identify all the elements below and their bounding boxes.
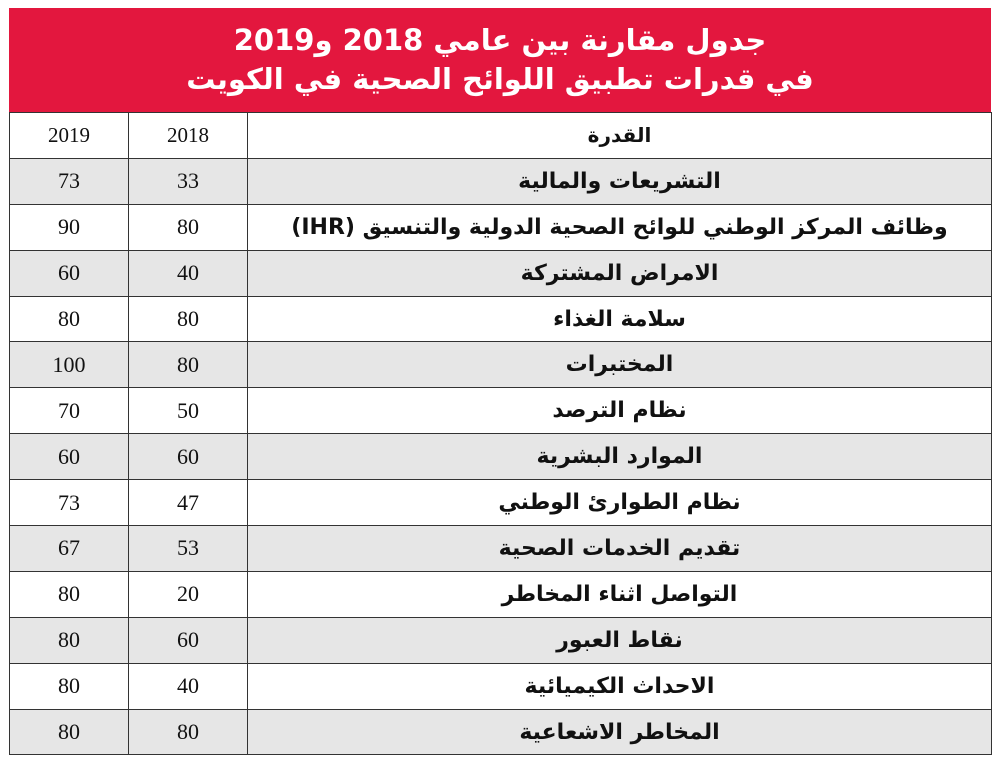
value-2018-cell: 60 bbox=[129, 434, 248, 480]
table-row bbox=[10, 250, 992, 296]
value-2019-cell: 80 bbox=[10, 617, 129, 663]
value-2019-cell: 73 bbox=[10, 480, 129, 526]
ability-cell: الموارد البشرية bbox=[248, 434, 992, 480]
ability-cell: نظام الطوارئ الوطني bbox=[248, 480, 992, 526]
ability-cell: وظائف المركز الوطني للوائح الصحية الدولية والتنسيق (IHR) bbox=[248, 204, 992, 250]
header-ability: القدرة bbox=[248, 113, 992, 159]
value-2018-cell: 80 bbox=[129, 709, 248, 755]
value-2019-cell: 80 bbox=[10, 663, 129, 709]
title-line-2: في قدرات تطبيق اللوائح الصحية في الكويت bbox=[186, 62, 814, 96]
value-2018-cell: 40 bbox=[129, 250, 248, 296]
ability-cell: الاحداث الكيميائية bbox=[248, 663, 992, 709]
ability-cell: نظام الترصد bbox=[248, 388, 992, 434]
value-2019-cell: 60 bbox=[10, 250, 129, 296]
ability-cell: المخاطر الاشعاعية bbox=[248, 709, 992, 755]
table-row bbox=[10, 480, 992, 526]
ability-cell: سلامة الغذاء bbox=[248, 296, 992, 342]
value-2019-cell: 67 bbox=[10, 526, 129, 572]
table-row bbox=[10, 388, 992, 434]
table-row bbox=[10, 709, 992, 755]
value-2019-cell: 73 bbox=[10, 158, 129, 204]
value-2018-cell: 80 bbox=[129, 296, 248, 342]
value-2019-cell: 80 bbox=[10, 571, 129, 617]
table-header-row bbox=[10, 113, 992, 159]
value-2018-cell: 53 bbox=[129, 526, 248, 572]
title-line-1: جدول مقارنة بين عامي 2018 و2019 bbox=[233, 22, 767, 57]
ability-cell: المختبرات bbox=[248, 342, 992, 388]
table-row bbox=[10, 158, 992, 204]
header-2019: 2019 bbox=[10, 113, 129, 159]
table-row bbox=[10, 571, 992, 617]
table-row bbox=[10, 526, 992, 572]
header-2018: 2018 bbox=[129, 113, 248, 159]
value-2019-cell: 80 bbox=[10, 296, 129, 342]
value-2019-cell: 70 bbox=[10, 388, 129, 434]
value-2018-cell: 80 bbox=[129, 342, 248, 388]
value-2019-cell: 60 bbox=[10, 434, 129, 480]
ability-cell: الامراض المشتركة bbox=[248, 250, 992, 296]
table-row bbox=[10, 296, 992, 342]
value-2018-cell: 80 bbox=[129, 204, 248, 250]
value-2019-cell: 100 bbox=[10, 342, 129, 388]
table-row bbox=[10, 342, 992, 388]
table-row bbox=[10, 204, 992, 250]
ability-cell: نقاط العبور bbox=[248, 617, 992, 663]
title-banner bbox=[9, 8, 991, 112]
comparison-table bbox=[9, 112, 992, 755]
value-2018-cell: 60 bbox=[129, 617, 248, 663]
value-2018-cell: 33 bbox=[129, 158, 248, 204]
value-2018-cell: 47 bbox=[129, 480, 248, 526]
ability-cell: تقديم الخدمات الصحية bbox=[248, 526, 992, 572]
value-2018-cell: 50 bbox=[129, 388, 248, 434]
table-row bbox=[10, 617, 992, 663]
value-2018-cell: 20 bbox=[129, 571, 248, 617]
table-row bbox=[10, 663, 992, 709]
value-2019-cell: 90 bbox=[10, 204, 129, 250]
ability-cell: التواصل اثناء المخاطر bbox=[248, 571, 992, 617]
value-2019-cell: 80 bbox=[10, 709, 129, 755]
ability-cell: التشريعات والمالية bbox=[248, 158, 992, 204]
table-row bbox=[10, 434, 992, 480]
value-2018-cell: 40 bbox=[129, 663, 248, 709]
